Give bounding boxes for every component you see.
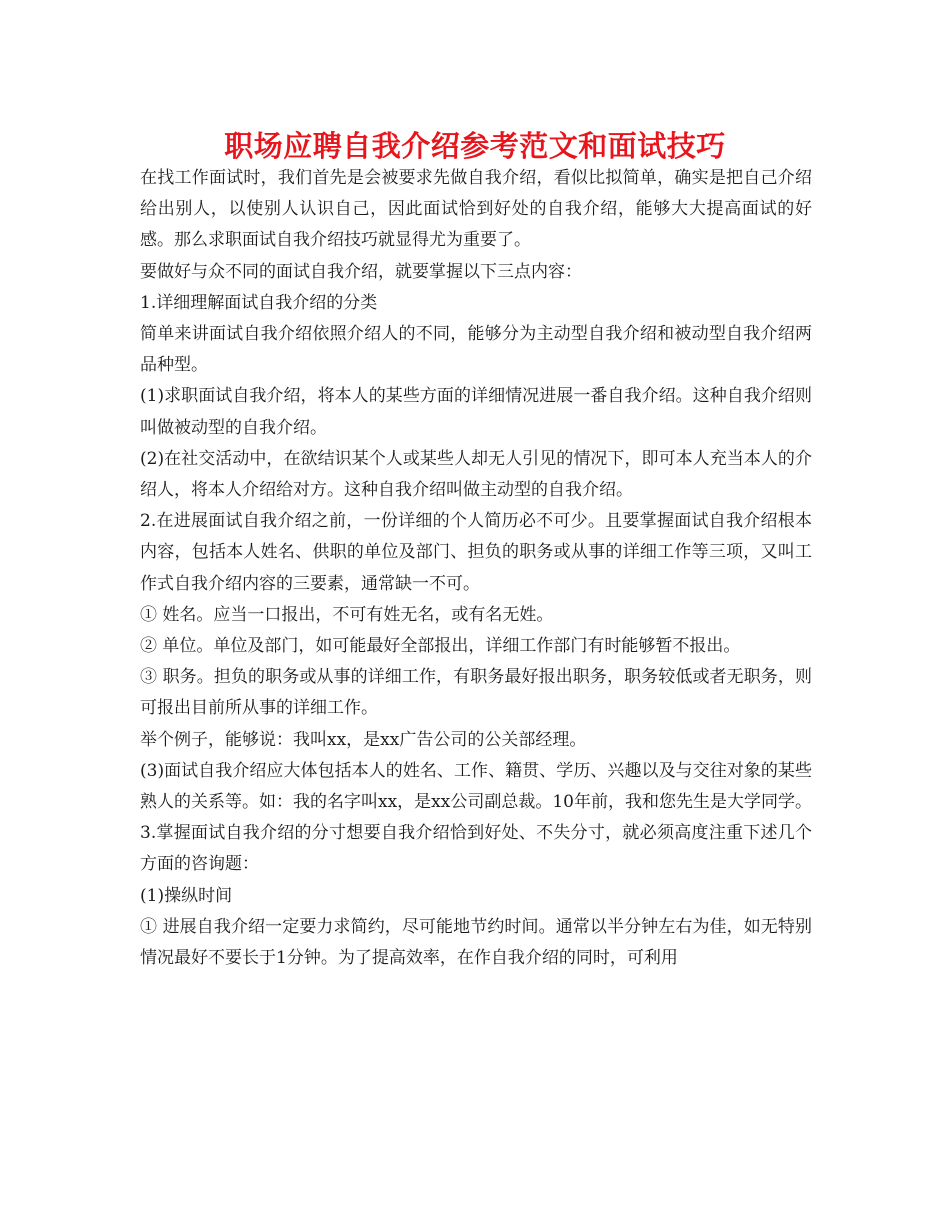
section-heading-2: 2.在进展面试自我介绍之前，一份详细的个人简历必不可少。且要掌握面试自我介绍根本内容，包括本人姓名、供职的单位及部门、担负的职务或从事的详细工作等三项，又叫工作式自我介绍内容的三要素，通常缺一不可。 (140, 511, 812, 594)
paragraph-intro: 在找工作面试时，我们首先是会被要求先做自我介绍，看似比拟简单，确实是把自己介绍给出别人，以使别人认识自己，因此面试恰到好处的自我介绍，能够大大提高面试的好感。那么求职面试自我介绍技巧就显得尤为重要了。 (140, 168, 812, 251)
subsection-heading-time: (1)操纵时间 (140, 885, 233, 906)
list-item-position: ③ 职务。担负的职务或从事的详细工作，有职务最好报出职务，职务较低或者无职务，则可报出目前所从事的详细工作。 (140, 667, 812, 719)
paragraph-example: 举个例子，能够说：我叫xx，是xx广告公司的公关部经理。 (140, 729, 587, 750)
section-heading-1: 1.详细理解面试自我介绍的分类 (140, 292, 378, 313)
list-item-unit: ② 单位。单位及部门，如可能最好全部报出，详细工作部门有时能够暂不报出。 (140, 636, 741, 657)
list-item-active: (2)在社交活动中，在欲结识某个人或某些人却无人引见的情况下，即可本人充当本人的介绍人，将本人介绍给对方。这种自我介绍叫做主动型的自我介绍。 (140, 448, 812, 501)
list-item-name: ① 姓名。应当一口报出，不可有姓无名，或有名无姓。 (140, 604, 554, 625)
section-heading-3: 3.掌握面试自我介绍的分寸想要自我介绍恰到好处、不失分寸，就必须高度注重下述几个方面的咨询题： (140, 823, 812, 875)
list-item-passive: (1)求职面试自我介绍，将本人的某些方面的详细情况进展一番自我介绍。这种自我介绍则叫做被动型的自我介绍。 (140, 386, 812, 438)
list-item-brevity: ① 进展自我介绍一定要力求简约，尽可能地节约时间。通常以半分钟左右为佳，如无特别情况最好不要长于1分钟。为了提高效率，在作自我介绍的同时，可利用 (140, 916, 812, 969)
paragraph-three-points: 要做好与众不同的面试自我介绍，就要掌握以下三点内容： (140, 261, 582, 282)
list-item-content: (3)面试自我介绍应大体包括本人的姓名、工作、籍贯、学历、兴趣以及与交往对象的某些熟人的关系等。如：我的名字叫xx，是xx公司副总裁。10年前，我和您先生是大学同学。 (140, 760, 812, 813)
document-body (140, 163, 812, 974)
paragraph-classification: 简单来讲面试自我介绍依照介绍人的不同，能够分为主动型自我介绍和被动型自我介绍两品种型。 (140, 324, 812, 376)
document-title: 职场应聘自我介绍参考范文和面试技巧 (224, 129, 726, 163)
